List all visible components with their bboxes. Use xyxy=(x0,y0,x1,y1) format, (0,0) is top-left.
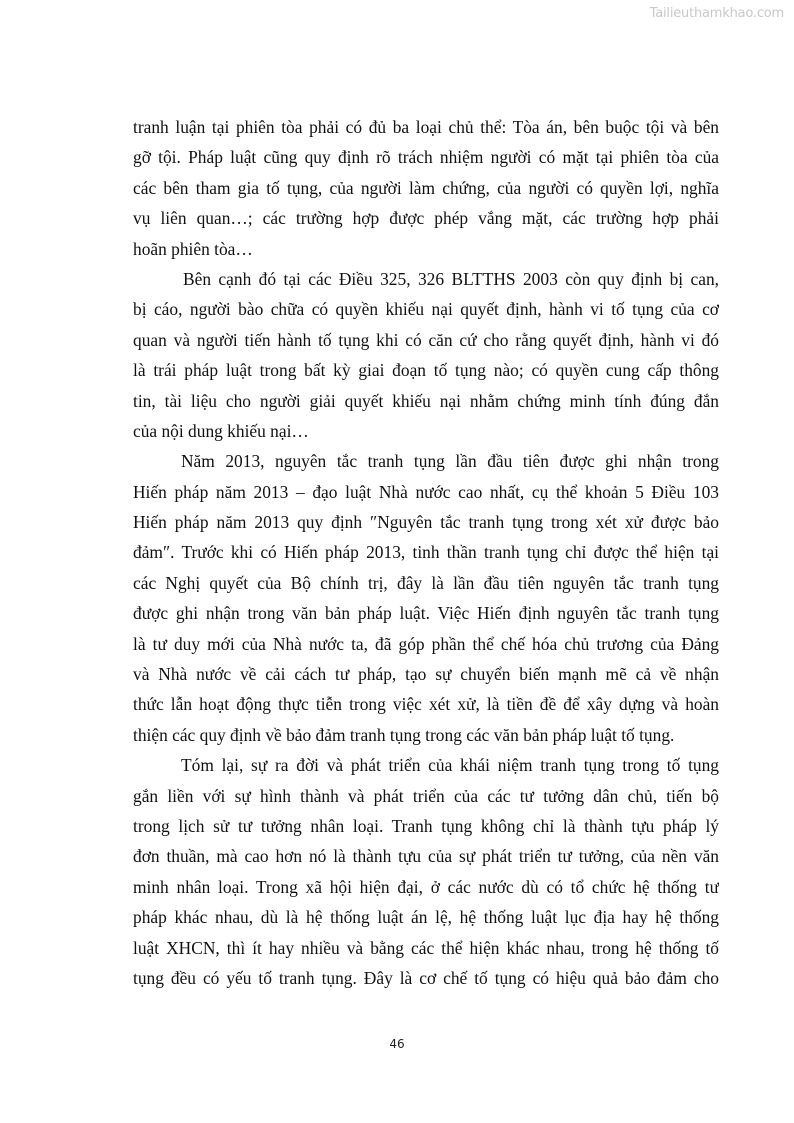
text-line: quan và người tiến hành tố tụng khi có căn cứ cho rằng quyết định, hành vi đó xyxy=(133,329,719,350)
paragraph-4 xyxy=(133,750,719,993)
text-line: và Nhà nước về cải cách tư pháp, tạo sự chuyển biến mạnh mẽ cả về nhận xyxy=(133,664,719,685)
text-line: là tư duy mới của Nhà nước ta, đã góp phần thể chế hóa chủ trương của Đảng xyxy=(133,633,719,654)
text-line: được ghi nhận trong văn bản pháp luật. Việc Hiến định nguyên tắc tranh tụng xyxy=(133,603,719,624)
text-line: hoãn phiên tòa… xyxy=(133,238,253,259)
text-line: bị cáo, người bào chữa có quyền khiếu nại quyết định, hành vi tố tụng của cơ xyxy=(133,299,719,320)
text-line: thức lẫn hoạt động thực tiễn trong việc xét xử, là tiền đề để xây dựng và hoàn xyxy=(133,694,719,715)
page-body xyxy=(133,112,719,993)
text-line: Hiến pháp năm 2013 quy định ″Nguyên tắc tranh tụng trong xét xử được bảo xyxy=(133,512,719,533)
text-line: luật XHCN, thì ít hay nhiều và bằng các thể hiện khác nhau, trong hệ thống tố xyxy=(133,937,719,958)
text-line: đảm″. Trước khi có Hiến pháp 2013, tinh thần tranh tụng chỉ được thể hiện tại xyxy=(133,542,719,563)
text-line: Tóm lại, sự ra đời và phát triển của khái niệm tranh tụng trong tố tụng xyxy=(181,755,719,776)
text-line: trong lịch sử tư tưởng nhân loại. Tranh tụng không chỉ là thành tựu pháp lý xyxy=(133,815,719,836)
text-line: gỡ tội. Pháp luật cũng quy định rõ trách nhiệm người có mặt tại phiên tòa của xyxy=(133,147,719,168)
text-line: của nội dung khiếu nại… xyxy=(133,420,309,441)
text-line: vụ liên quan…; các trường hợp được phép vắng mặt, các trường hợp phải xyxy=(133,208,719,229)
text-line: là trái pháp luật trong bất kỳ giai đoạn tố tụng nào; có quyền cung cấp thông xyxy=(133,360,719,381)
paragraph-1 xyxy=(133,112,719,264)
paragraph-2 xyxy=(133,264,719,446)
paragraph-3 xyxy=(133,446,719,750)
text-line: các bên tham gia tố tụng, của người làm chứng, của người có quyền lợi, nghĩa xyxy=(133,177,719,198)
page-number: 46 xyxy=(389,1037,405,1051)
text-line: pháp khác nhau, dù là hệ thống luật án lệ, hệ thống luật lục địa hay hệ thống xyxy=(133,907,719,928)
text-line: các Nghị quyết của Bộ chính trị, đây là lần đầu tiên nguyên tắc tranh tụng xyxy=(133,572,719,593)
text-line: Năm 2013, nguyên tắc tranh tụng lần đầu tiên được ghi nhận trong xyxy=(181,451,719,472)
text-line: tụng đều có yếu tố tranh tụng. Đây là cơ chế tố tụng có hiệu quả bảo đảm cho xyxy=(133,967,719,988)
text-line: Bên cạnh đó tại các Điều 325, 326 BLTTHS 2003 còn quy định bị can, xyxy=(183,268,719,289)
text-line: đơn thuần, mà cao hơn nó là thành tựu của sự phát triển tư tưởng, của nền văn xyxy=(133,846,719,867)
watermark: Tailieuthamkhao.com xyxy=(649,6,784,21)
text-line: thiện các quy định về bảo đảm tranh tụng trong các văn bản pháp luật tố tụng. xyxy=(133,724,675,745)
text-line: Hiến pháp năm 2013 – đạo luật Nhà nước cao nhất, cụ thể khoản 5 Điều 103 xyxy=(133,481,719,502)
text-line: gắn liền với sự hình thành và phát triển của các tư tưởng dân chủ, tiến bộ xyxy=(133,785,719,806)
text-line: tin, tài liệu cho người giải quyết khiếu nại nhằm chứng minh tính đúng đắn xyxy=(133,390,719,411)
text-line: minh nhân loại. Trong xã hội hiện đại, ở các nước dù có tổ chức hệ thống tư xyxy=(133,876,719,897)
text-line: tranh luận tại phiên tòa phải có đủ ba loại chủ thể: Tòa án, bên buộc tội và bên xyxy=(133,117,719,137)
